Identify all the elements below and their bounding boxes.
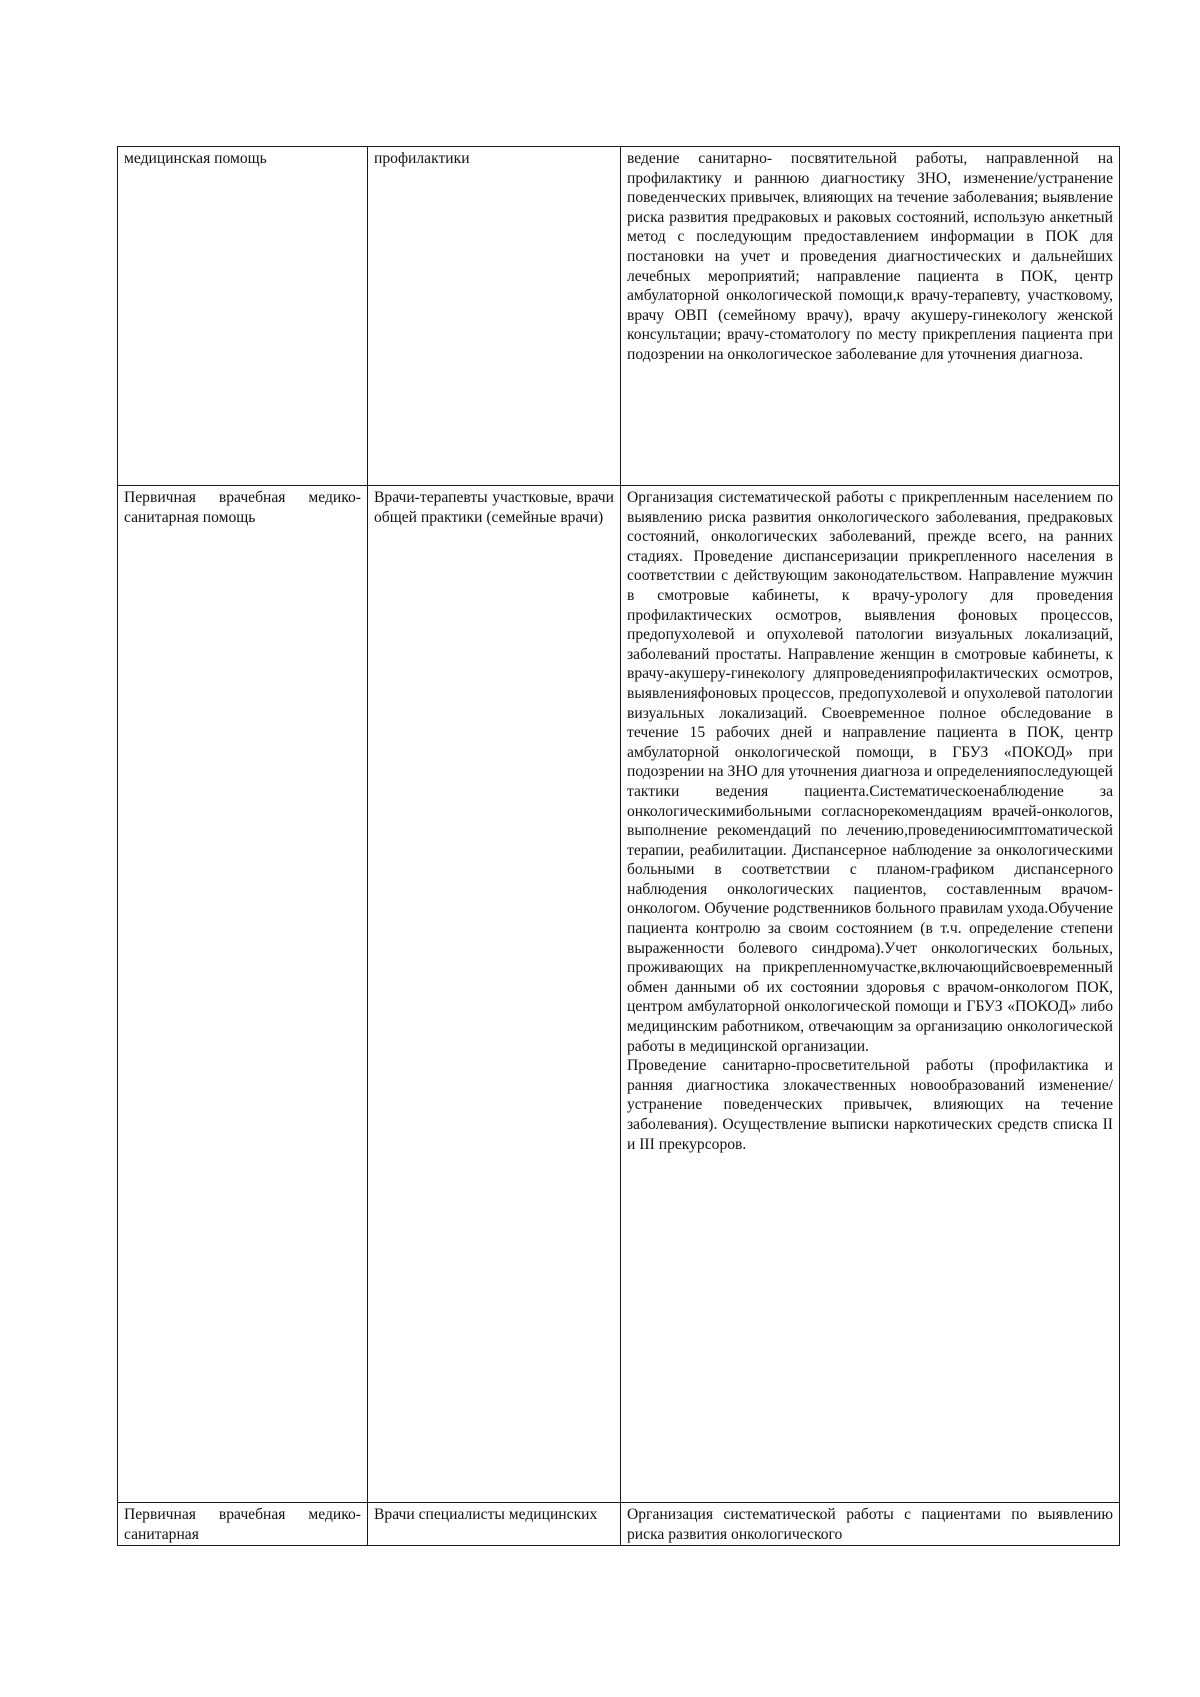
medical-care-table — [117, 146, 1120, 1546]
table-row — [118, 486, 1120, 1503]
table-row — [118, 147, 1120, 486]
duties-paragraph: ведение санитарно- посвятительной работы, направленной на профилактику и раннюю диагностику ЗНО, изменение/устранение поведенческих привычек, влияющих на течение заболевания; выявление риска развития предраковых и раковых состояний, использую анкетный метод с последующим предоставлением информации в ПОК для постановки на учет и проведения диагностических и дальнейших лечебных мероприятий; направление пациента в ПОК, центр амбулаторной онкологической помощи,к врачу-терапевту, участковому, врачу ОВП (семейному врачу), врачу акушеру-гинекологу женской консультации; врачу-стоматологу по месту прикрепления пациента при подозрении на онкологическое заболевание для уточнения диагноза. — [627, 150, 1113, 363]
doctors-cell — [368, 486, 621, 1503]
care-type-text: медицинская помощь — [124, 150, 267, 167]
doctors-text: Врачи специалисты медицинских — [374, 1506, 598, 1523]
duties-paragraph: Организация систематической работы с пациентами по выявлению риска развития онкологического — [627, 1506, 1113, 1543]
doctors-cell — [368, 147, 621, 486]
care-type-text: Первичная врачебная медико- санитарная помощь — [124, 489, 361, 526]
duties-paragraph: Проведение санитарно-просветительной работы (профилактика и ранняя диагностика злокачественных новообразований изменение/устранение поведенческих привычек, влияющих на течение заболевания). Осуществление выписки наркотических средств списка II и III прекурсоров. — [627, 1057, 1113, 1153]
doctors-text: профилактики — [374, 150, 470, 167]
doctors-cell — [368, 1503, 621, 1546]
duties-cell — [621, 1503, 1120, 1546]
table-row — [118, 1503, 1120, 1546]
care-type-cell — [118, 1503, 368, 1546]
care-type-cell — [118, 147, 368, 486]
doctors-text: Врачи-терапевты участковые, врачи общей практики (семейные врачи) — [374, 489, 614, 526]
care-type-text: Первичная врачебная медико- санитарная — [124, 1506, 361, 1543]
duties-paragraph: Организация систематической работы с прикрепленным населением по выявлению риска развития онкологического заболевания, предраковых состояний, онкологических заболеваний, прежде всего, на ранних стадиях. Проведение диспансеризации прикрепленного населения в соответствии с действующим законодательством. Направление мужчин в смотровые кабинеты, к врачу-урологу для проведения профилактических осмотров, выявления фоновых процессов, предопухолевой и опухолевой патологии визуальных локализаций, заболеваний простаты. Направление женщин в смотровые кабинеты, к врачу-акушеру-гинекологу дляпроведенияпрофилактических осмотров, выявленияфоновых процессов, предопухолевой и опухолевой патологии визуальных локализаций. Своевременное полное обследование в течение 15 рабочих дней и направление пациента в ПОК, центр амбулаторной онкологической помощи, в ГБУЗ «ПОКОД» при подозрении на ЗНО для уточнения диагноза и определенияпоследующей тактики ведения пациента.Систематическоенаблюдение за онкологическимибольными согласнорекомендациям врачей-онкологов, выполнение рекомендаций по лечению,проведениюсимптоматической терапии, реабилитации. Диспансерное наблюдение за онкологическими больными в соответствии с планом-графиком диспансерного наблюдения онкологических пациентов, составленным врачом-онкологом. Обучение родственников больного правилам ухода.Обучение пациента контролю за своим состоянием (в т.ч. определение степени выраженности болевого синдрома).Учет онкологических больных, проживающих на прикрепленномучастке,включающийсвоевременный обмен данными об их состоянии здоровья с врачом-онкологом ПОК, центром амбулаторной онкологической помощи и ГБУЗ «ПОКОД» либо медицинским работником, отвечающим за организацию онкологической работы в медицинской организации. — [627, 489, 1113, 1055]
duties-cell — [621, 147, 1120, 486]
care-type-cell — [118, 486, 368, 1503]
duties-cell — [621, 486, 1120, 1503]
